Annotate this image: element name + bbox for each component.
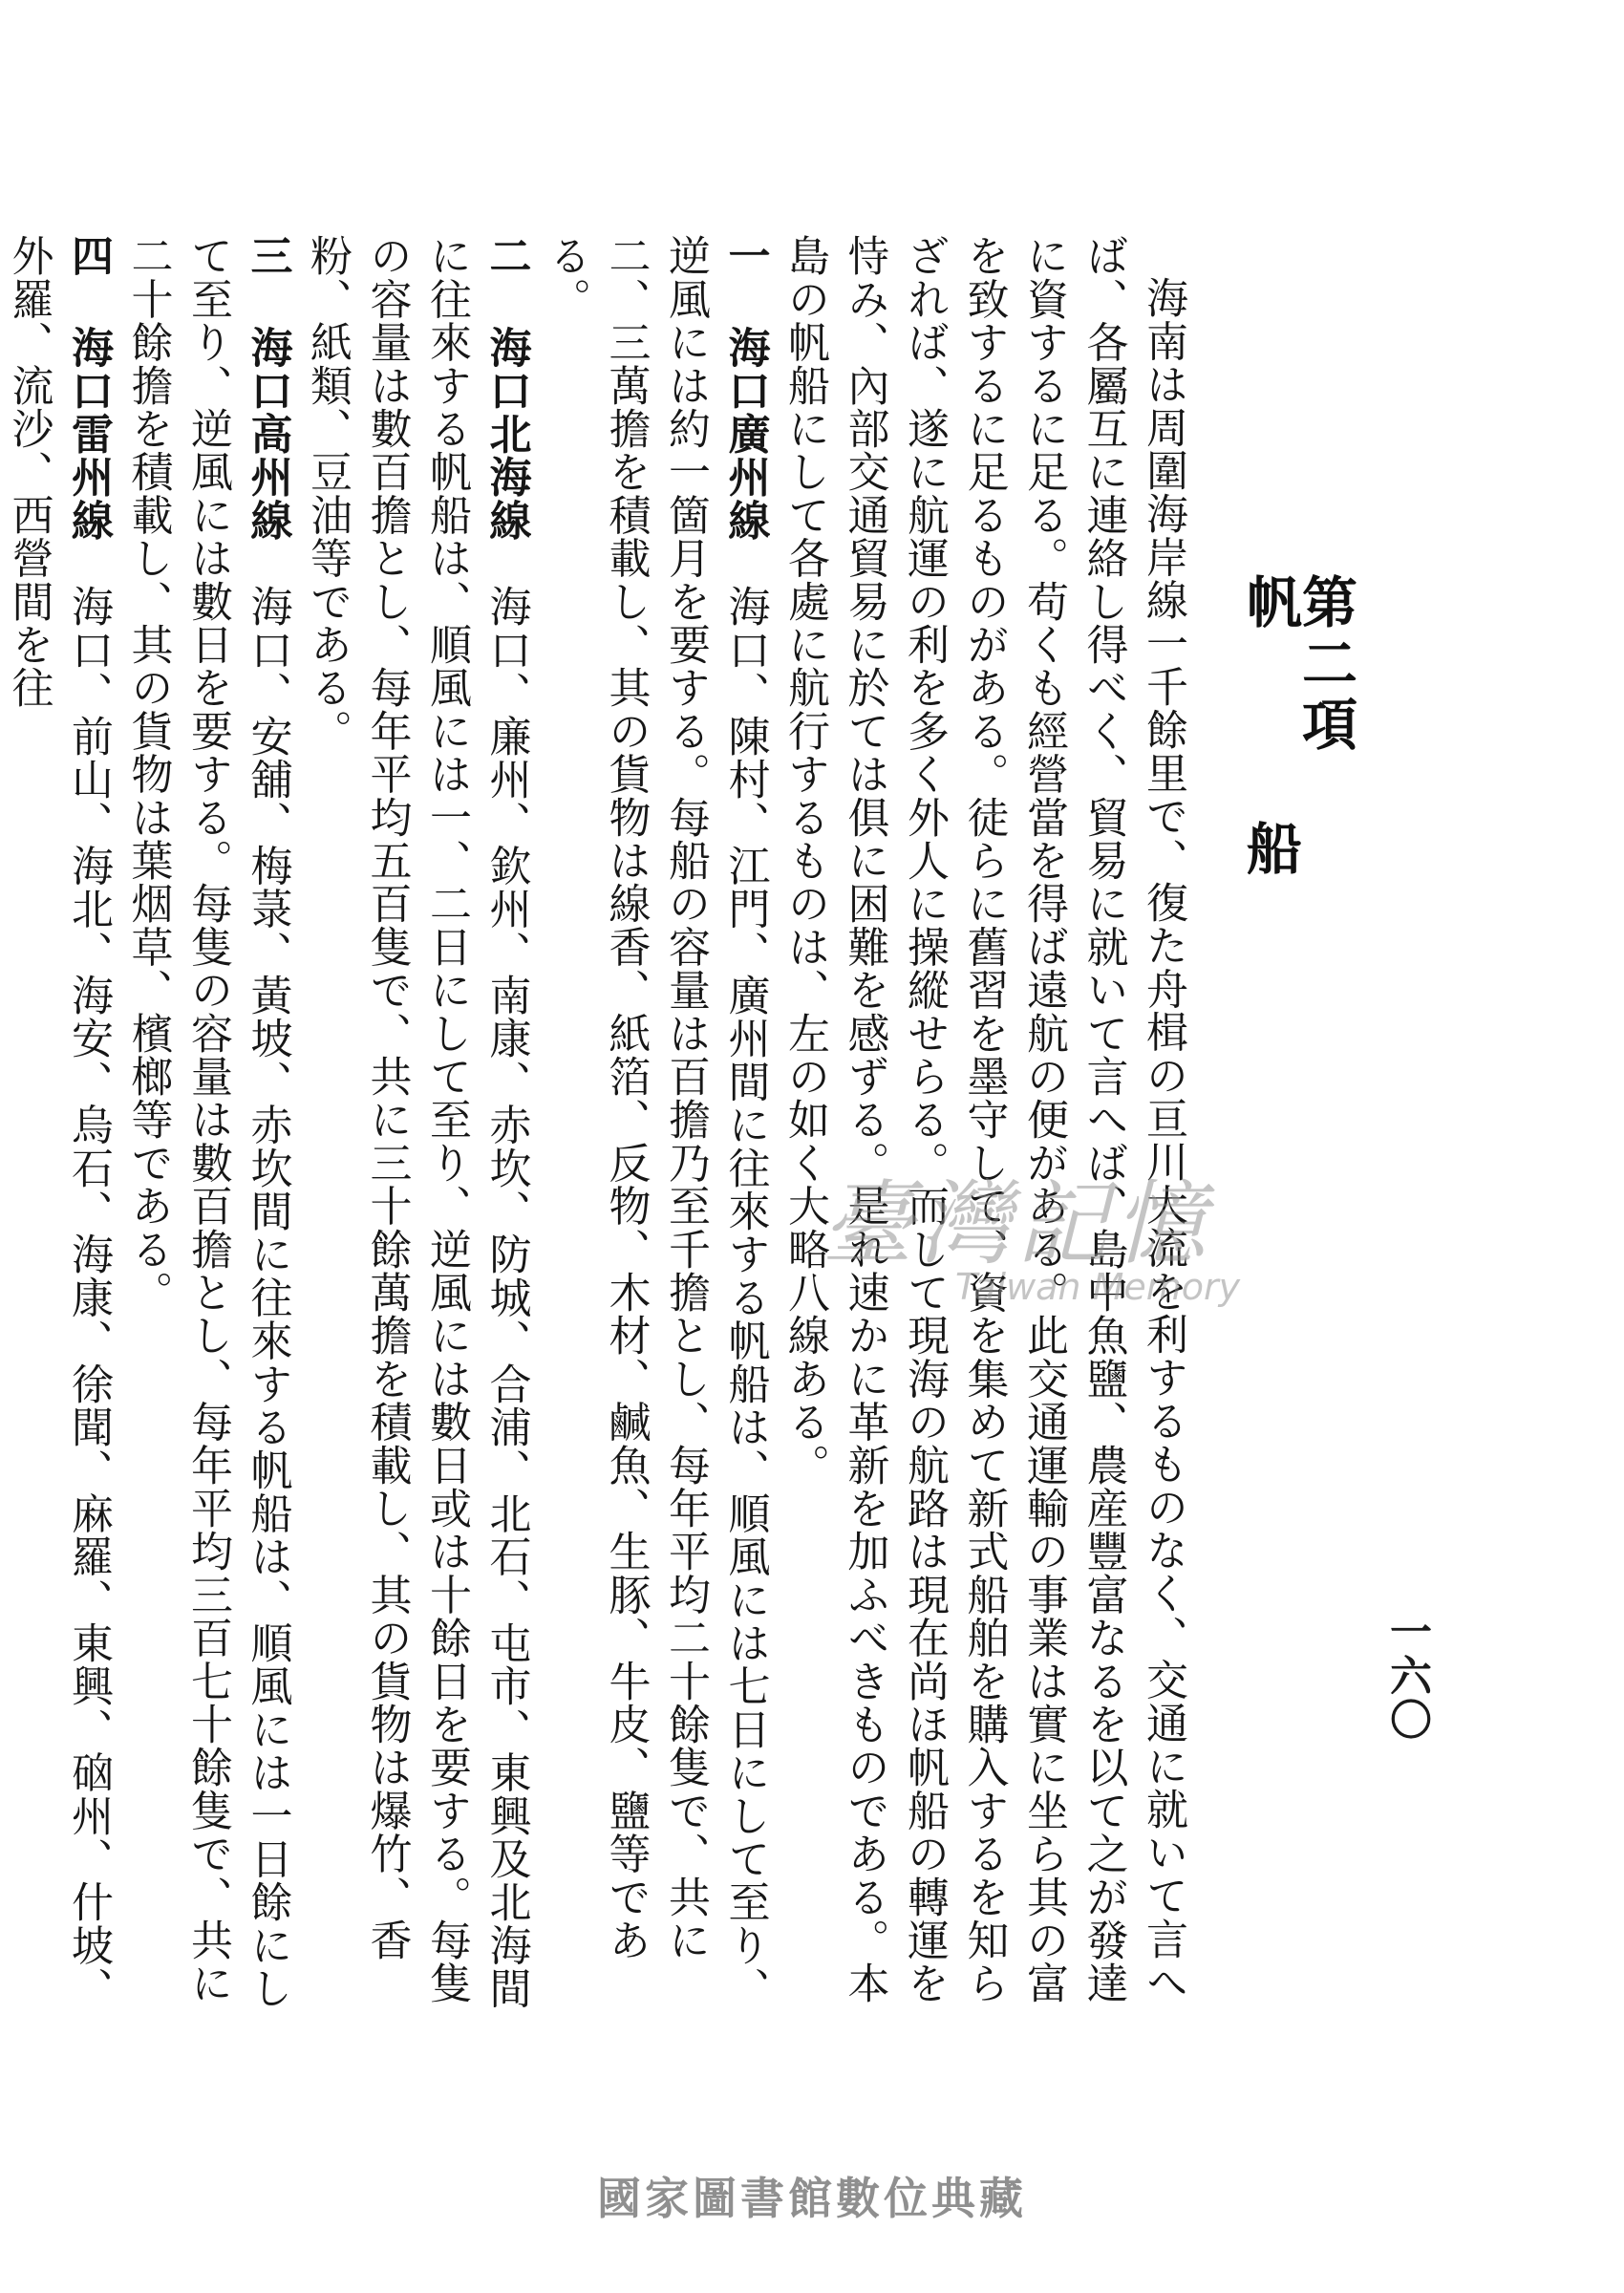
section-title-number: 第二項: [1293, 573, 1357, 757]
footer-credit: 國家圖書館數位典藏: [597, 2173, 1027, 2224]
section-title: [1237, 573, 1357, 1066]
route-item-1-number: 一: [720, 234, 770, 278]
route-item-1: [536, 234, 775, 2030]
watermark-sub-text: Taiwan Memory: [955, 1266, 1241, 1308]
route-item-2-text: 海口、廉州、欽州、南康、赤坎、防城、合浦、北石、屯市、東興及北海間に往來する帆船は、順風には一、二日にして至り、逆風には數日或は十餘日を要する。每隻の容量は數百擔とし、每年平均五百隻で、共に三十餘萬擔を積載し、其の貨物は爆竹、香粉、紙類、豆油等である。: [303, 234, 531, 2010]
route-item-1-head: [721, 234, 770, 542]
route-item-2-number: 二: [481, 234, 531, 278]
route-item-2-head: [482, 234, 531, 542]
route-item-4: [0, 234, 118, 2030]
section-title-word: 帆船: [1237, 573, 1302, 1066]
page-number: 一六〇: [1382, 1610, 1431, 1742]
route-item-2: [297, 234, 536, 2030]
route-item-3-text: 海口、安舖、梅菉、黃坡、赤坎間に往來する帆船は、順風には一日餘にして至り、逆風には數日を要する。每隻の容量は數百擔とし、每年平均三百七十餘隻で、共に二十餘擔を積載し、其の貨物は葉烟草、檳榔等である。: [123, 234, 292, 2010]
route-item-4-number: 四: [64, 234, 113, 278]
route-item-1-text: 海口、陳村、江門、廣州間に往來する帆船は、順風には七日にして至り、逆風には約一箇月を要する。每船の容量は百擔乃至千擔とし、每年平均二十餘隻で、共に二、三萬擔を積載し、其の貨物は線香、紙箔、反物、木材、鹹魚、生豚、牛皮、鹽等である。: [542, 234, 770, 2010]
intro-paragraph: 海南は周圍海岸線一千餘里で、復た舟楫の亘川大流を利するものなく、交通に就いて言へば、各屬互に連絡し得べく、貿易に就いて言へば、島中魚鹽、農産豐富なるを以て之が發達に資するに足る。苟くも經營當を得ば遠航の便がある。此交通運輸の事業は實に坐ら其の富を致するに足るものがある。徒らに舊習を墨守して、資を集めて新式船舶を購入するを知らざれば、遂に航運の利を多く外人に操縱せらる。而して現海の航路は現在尚ほ帆船の轉運を恃み、內部交通貿易に於ては俱に困難を感ずる。是れ速かに革新を加ふべきものである。本島の帆船にして各處に航行するものは、左の如く大略八線ある。: [780, 234, 1187, 2005]
route-item-4-name: 海口雷州線: [64, 325, 113, 542]
watermark-main-text: 臺灣記憶: [822, 1170, 1211, 1277]
route-item-4-head: [64, 234, 113, 542]
route-item-3: [118, 234, 297, 2030]
route-item-3-number: 三: [243, 234, 292, 278]
route-item-3-head: [244, 234, 292, 542]
route-item-1-name: 海口廣州線: [720, 325, 770, 542]
route-item-4-text: 海口、前山、海北、海安、烏石、海康、徐聞、麻羅、東興、硇州、什坡、外羅、流沙、西營間を往: [4, 234, 113, 2010]
route-item-3-name: 海口高州線: [243, 325, 292, 542]
body-text: [4, 234, 1192, 2030]
route-item-2-name: 海口北海線: [481, 325, 531, 542]
